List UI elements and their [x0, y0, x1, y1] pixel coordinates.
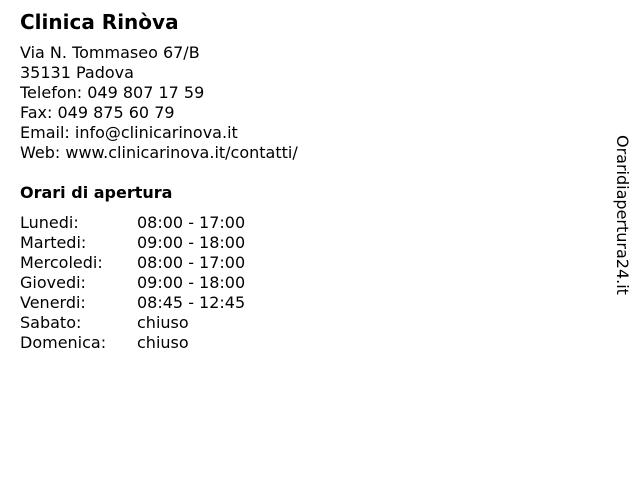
clinic-name: Clinica Rinòva	[20, 10, 179, 34]
address-street: Via N. Tommaseo 67/B	[20, 43, 200, 62]
phone-line	[20, 83, 580, 103]
phone-value[interactable]: 049 807 17 59	[87, 83, 205, 102]
web-line	[20, 143, 580, 163]
hours-day: Domenica:	[20, 333, 107, 352]
web-link[interactable]: www.clinicarinova.it/contatti/	[65, 143, 298, 162]
hours-title: Orari di apertura	[20, 183, 173, 202]
hours-row	[20, 333, 580, 353]
hours-time: 09:00 - 18:00	[137, 233, 246, 252]
web-label: Web:	[20, 143, 61, 162]
fax-label: Fax:	[20, 103, 53, 122]
hours-row	[20, 273, 580, 293]
hours-day: Mercoledi:	[20, 253, 103, 272]
hours-time: 08:00 - 17:00	[137, 213, 246, 232]
email-link[interactable]: info@clinicarinova.it	[74, 123, 238, 142]
fax-value: 049 875 60 79	[57, 103, 175, 122]
hours-day: Lunedi:	[20, 213, 79, 232]
hours-time: 08:00 - 17:00	[137, 253, 246, 272]
hours-day: Venerdi:	[20, 293, 86, 312]
hours-row	[20, 213, 580, 233]
hours-time: chiuso	[137, 333, 189, 352]
hours-table	[20, 213, 580, 353]
hours-row	[20, 233, 580, 253]
hours-day: Martedi:	[20, 233, 87, 252]
hours-row	[20, 253, 580, 273]
address-city: 35131 Padova	[20, 63, 134, 82]
clinic-info-card	[20, 9, 580, 353]
hours-day: Sabato:	[20, 313, 82, 332]
email-line	[20, 123, 580, 143]
hours-time: 09:00 - 18:00	[137, 273, 246, 292]
hours-time: chiuso	[137, 313, 189, 332]
fax-line	[20, 103, 580, 123]
phone-label: Telefon:	[20, 83, 83, 102]
brand-watermark[interactable]: Oraridiapertura24.it	[613, 135, 632, 295]
email-label: Email:	[20, 123, 70, 142]
hours-row	[20, 293, 580, 313]
hours-row	[20, 313, 580, 333]
hours-day: Giovedi:	[20, 273, 86, 292]
hours-time: 08:45 - 12:45	[137, 293, 246, 312]
